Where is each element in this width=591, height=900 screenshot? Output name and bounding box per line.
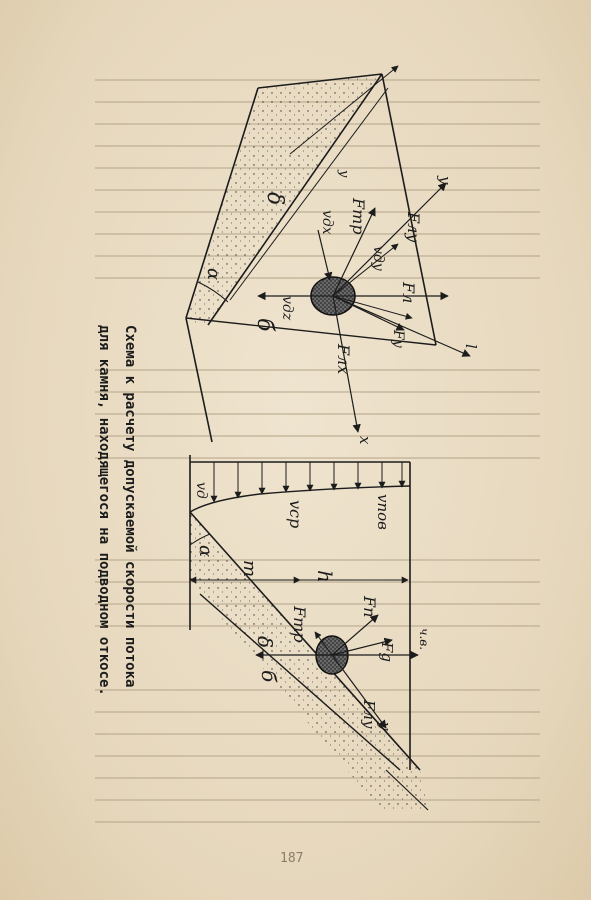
- label-h-lower: h: [313, 570, 337, 583]
- force-fly-arrow: [333, 244, 398, 296]
- caption-line-2: для камня, находящегося на подводном откосе.: [96, 325, 112, 696]
- label-flx-upper: Fлх: [334, 344, 353, 375]
- caption-line-1: Схема к расчету допускаемой скорости потока: [122, 325, 138, 688]
- label-alpha-lower: α: [195, 545, 216, 558]
- label-fy-upper: Fy: [390, 330, 406, 348]
- label-flu-lower: Fлу: [360, 700, 378, 729]
- label-x-axis: x: [356, 436, 374, 445]
- label-b-lower: б: [257, 670, 281, 683]
- label-fg-lower: Fg: [378, 642, 396, 663]
- label-vdx-upper: vдх: [319, 210, 335, 235]
- label-delta-lower: δ: [253, 636, 277, 649]
- label-m-lower: m: [239, 560, 260, 578]
- label-ftp-lower: Fтр: [290, 606, 309, 643]
- label-ftp-upper: Fтр: [349, 198, 368, 235]
- label-vdz-upper: vдz: [279, 296, 295, 321]
- label-flu-upper: Fлу: [404, 212, 423, 243]
- label-alpha-upper: α: [203, 268, 224, 281]
- bank-right-line: [382, 74, 436, 345]
- label-vpov-lower: vпов: [374, 494, 392, 530]
- page-number: 187: [280, 851, 304, 866]
- label-vdy-upper: vду: [370, 246, 386, 271]
- label-y-axis-lower: y: [376, 722, 394, 731]
- label-y-axis-upper: y: [436, 176, 454, 185]
- label-vd-lower: vд: [193, 482, 209, 499]
- figure-caption: [96, 325, 138, 696]
- label-delta-upper: δ: [262, 192, 287, 206]
- label-fn-lower: Fп: [360, 596, 379, 618]
- label-y-small-upper: y: [336, 170, 351, 178]
- bank-lower-stem: [186, 318, 212, 442]
- label-l-axis: l: [462, 344, 480, 349]
- label-uv-lower: ч.в.: [417, 628, 431, 651]
- label-fl-upper: Fл: [399, 282, 418, 304]
- label-vcp-lower: vср: [286, 500, 305, 529]
- label-b-upper: б: [252, 318, 277, 332]
- upper-diagram: [186, 66, 470, 442]
